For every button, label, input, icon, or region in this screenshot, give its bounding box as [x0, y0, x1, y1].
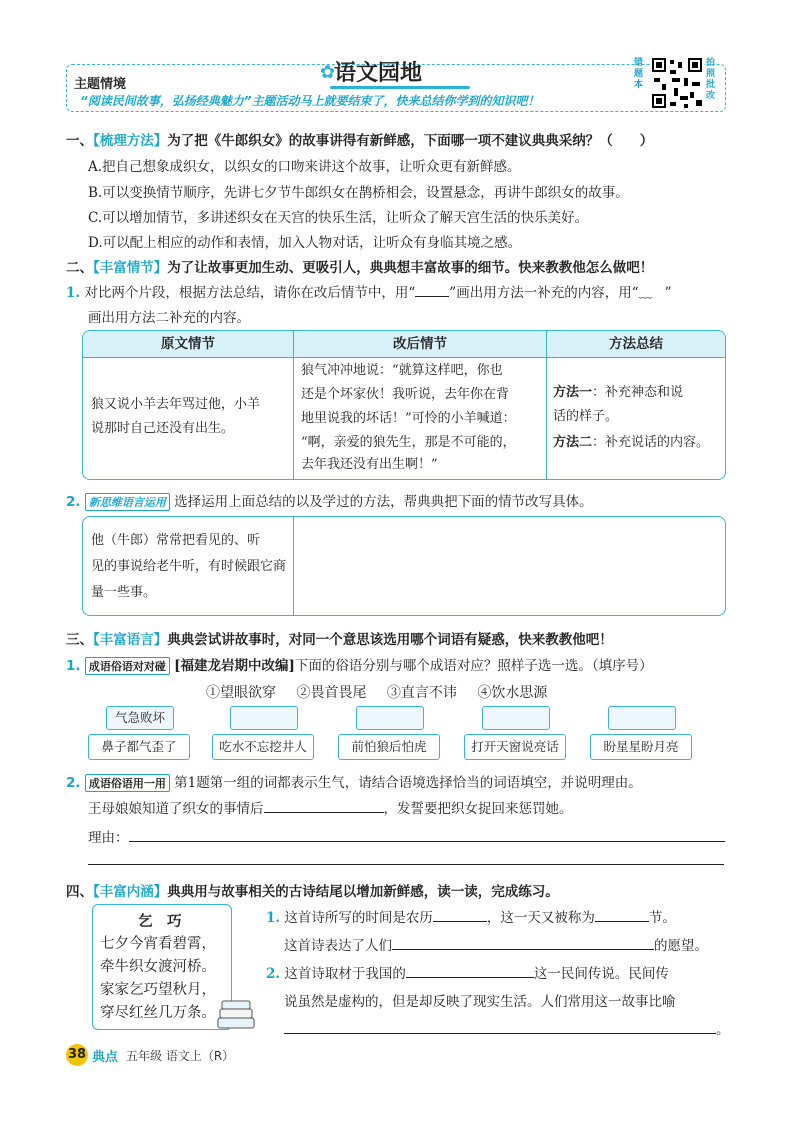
saying-box: 打开天窗说亮话 — [464, 734, 566, 760]
q4-s2-line2: 说虽然是虚构的，但是却反映了现实生活。人们常用这一故事比喻 — [284, 994, 676, 1010]
saying-box: 前怕狼后怕虎 — [338, 734, 440, 760]
q3-stem — [66, 628, 613, 648]
q3-text: 典典尝试讲故事时，对同一个意思该选用哪个词语有疑惑，快来教教他吧！ — [167, 632, 613, 648]
q4-text: 典典用与故事相关的古诗结尾以增加新鲜感，读一读，完成练习。 — [167, 884, 559, 900]
q3-sentence-b: ，发誓要把织女捉回来惩罚她。 — [383, 801, 573, 817]
q4-s1-b: ，这一天又被称为 — [486, 910, 595, 926]
q3-reason-label: 理由： — [88, 830, 129, 846]
qr-left-label: 错题本 — [634, 58, 644, 90]
method1 — [553, 381, 683, 405]
q1-tag: 【梳理方法】 — [93, 133, 168, 149]
q3-sentence — [88, 797, 573, 817]
poem-title: 乞 巧 — [138, 914, 182, 930]
q4-s2-end: 。 — [716, 1022, 730, 1038]
q4-s2-num: 2. — [266, 966, 281, 982]
q2-sub1-c: ” — [664, 285, 672, 301]
revised-line: 地里说我的坏话！”可怜的小羊喊道： — [301, 411, 516, 426]
q2-sub2-num: 2. — [66, 494, 81, 510]
q4-tag: 【丰富内涵】 — [93, 884, 168, 900]
qr-right-label: 拍照批改 — [706, 58, 716, 101]
method2 — [553, 431, 709, 455]
q2-sub2 — [66, 490, 593, 511]
table-header-divider — [83, 357, 725, 358]
answer-box[interactable] — [608, 706, 676, 730]
reason-blank-line2[interactable] — [88, 864, 724, 865]
saying-pair-2 — [212, 706, 312, 756]
page-title: 语文园地 — [334, 61, 423, 86]
page-number: 38 — [66, 1044, 88, 1066]
q1-option-a: A.把自己想象成织女，以织女的口吻来讲这个故事，让听众更有新鲜感。 — [88, 159, 521, 175]
q1-stem — [66, 129, 653, 149]
q1-option-c: C.可以增加情节，多讲述织女在天宫的快乐生活，让听众了解天宫生活的快乐美好。 — [88, 210, 589, 226]
q1-option-d: D.可以配上相应的动作和表情，加入人物对话，让听众有身临其境之感。 — [88, 235, 522, 251]
title-underline — [330, 86, 470, 89]
revised-line: 狼气冲冲地说：“就算这样吧，你也 — [301, 363, 503, 378]
method1-text: ：补充神态和说 — [592, 385, 684, 400]
q2-sub2-text: 选择运用上面总结的以及学过的方法，帮典典把下面的情节改写具体。 — [174, 494, 593, 510]
idiom-choices — [206, 682, 547, 702]
answer-box[interactable]: 气急败坏 — [106, 706, 174, 730]
q3-tag: 【丰富语言】 — [93, 632, 168, 648]
q4-s1-line2 — [284, 934, 708, 954]
q2-sub1-b: ”画出用方法一补充的内容，用“ — [449, 285, 639, 301]
q3-answer-blank[interactable] — [264, 812, 384, 813]
q2-sub1-a: 对比两个片段，根据方法总结，请你在改后情节中，用“ — [84, 285, 416, 301]
method1-text2: 话的样子。 — [553, 409, 619, 424]
q3-sub2-text: 第1题第一组的词都表示生气，请结合语境选择恰当的词语填空，并说明理由。 — [174, 775, 642, 791]
revised-line: 还是个坏家伙！我听说，去年你在背 — [301, 387, 510, 402]
saying-box: 盼星星盼月亮 — [590, 734, 692, 760]
saying-pair-4 — [464, 706, 564, 756]
q3-sub2 — [66, 771, 642, 792]
saying-box: 鼻子都气歪了 — [88, 734, 190, 760]
q4-s1-line2-a: 这首诗表达了人们 — [284, 938, 392, 954]
flower-icon: ✿ — [320, 62, 336, 83]
q2-prefix: 二、 — [66, 260, 93, 276]
method1-label: 方法一 — [553, 385, 593, 400]
q3-sub1-source: [福建龙岩期中改编] — [174, 658, 295, 674]
q4-s1-c: 节。 — [648, 910, 676, 926]
wavy-line-mark: ﹏ — [638, 285, 653, 301]
qr-code[interactable] — [650, 56, 704, 110]
q3-sub1 — [66, 654, 653, 675]
q2-sub2-tag: 新思维语言运用 — [85, 493, 170, 511]
q3-sub1-num: 1. — [66, 658, 81, 674]
table-divider — [293, 331, 294, 479]
lunar-date-blank[interactable] — [433, 921, 487, 922]
rewrite-divider — [293, 517, 294, 615]
q3-reason — [88, 826, 725, 846]
q3-sub1-tag: 成语俗语对对碰 — [85, 657, 170, 675]
rewrite-box — [82, 516, 726, 616]
q4-s1-line2-b: 的愿望。 — [654, 938, 708, 954]
poem-line: 穿尽红丝几万条。 — [100, 1005, 216, 1021]
q4-stem — [66, 880, 559, 900]
saying-pair-3 — [338, 706, 438, 756]
festival-blank[interactable] — [595, 921, 649, 922]
brand-logo: 典点 — [92, 1050, 119, 1065]
q4-s1-num: 1. — [266, 910, 281, 926]
method2-label: 方法二 — [553, 435, 593, 450]
saying-pair-1 — [88, 706, 188, 756]
revised-line: “啊，亲爱的狼先生，那是不可能的， — [301, 435, 516, 450]
q2-sub1-num: 1. — [66, 285, 81, 301]
q3-sentence-a: 王母娘娘知道了织女的事情后 — [88, 801, 264, 817]
revised-line: 去年我还没有出生啊！” — [301, 457, 438, 472]
q4-s1-a: 这首诗所写的时间是农历 — [284, 910, 433, 926]
q2-tag: 【丰富情节】 — [93, 260, 168, 276]
saying-pair-5 — [590, 706, 690, 756]
books-icon — [214, 998, 258, 1036]
q3-prefix: 三、 — [66, 632, 93, 648]
theme-quote: “阅读民间故事，弘扬经典魅力”主题活动马上就要结束了，快来总结你学到的知识吧！ — [80, 94, 540, 108]
q3-sub2-num: 2. — [66, 775, 81, 791]
table-divider — [546, 331, 547, 479]
header-revised: 改后情节 — [294, 331, 546, 357]
q4-s2-line3 — [284, 1018, 730, 1038]
choice-3: ③直言不讳 — [386, 685, 457, 701]
theme-label: 主题情境 — [74, 77, 127, 92]
q1-text: 为了把《牛郎织女》的故事讲得有新鲜感，下面哪一项不建议典典采纳？（ ） — [167, 133, 654, 149]
choice-1: ①望眼欲穿 — [206, 685, 276, 701]
q2-sub1-line2: 画出用方法二补充的内容。 — [88, 310, 250, 326]
reason-blank[interactable] — [129, 841, 725, 842]
q4-prefix: 四、 — [66, 884, 93, 900]
q3-sub1-text: 下面的俗语分别与哪个成语对应？照样子选一选。（填序号） — [294, 658, 653, 674]
answer-box[interactable] — [356, 706, 424, 730]
choice-4: ④饮水思源 — [477, 685, 548, 701]
q4-s1 — [266, 906, 676, 926]
rewrite-source-line: 量一些事。 — [91, 585, 157, 600]
method2-text: ：补充说话的内容。 — [592, 435, 710, 450]
header-method: 方法总结 — [547, 331, 725, 357]
footer-text: 五年级 语文上（R） — [126, 1049, 235, 1063]
q2-text: 为了让故事更加生动、更吸引人，典典想丰富故事的细节。快来教教他怎么做吧！ — [167, 260, 654, 276]
q3-sub2-tag: 成语俗语用一用 — [85, 774, 170, 792]
q2-stem — [66, 256, 653, 276]
poem-line: 七夕今宵看碧霄， — [100, 936, 216, 952]
answer-box[interactable] — [482, 706, 550, 730]
poem-line: 家家乞巧望秋月， — [100, 982, 216, 998]
q1-option-b: B.可以变换情节顺序，先讲七夕节牛郎织女在鹊桥相会，设置悬念，再讲牛郎织女的故事。 — [88, 185, 629, 201]
q4-s2 — [266, 962, 669, 982]
rewrite-source-line: 他（牛郎）常常把看见的、听 — [91, 533, 261, 548]
straight-line-mark — [415, 296, 449, 297]
q4-s2-b: 这一民间传说。民间传 — [533, 966, 669, 982]
poem-line: 牵牛织女渡河桥。 — [100, 959, 216, 975]
metaphor-blank[interactable] — [284, 1033, 716, 1034]
q1-prefix: 一、 — [66, 133, 93, 149]
rewrite-answer-area[interactable] — [305, 523, 715, 609]
choice-2: ②畏首畏尾 — [296, 685, 367, 701]
original-line: 说那时自己还没有出生。 — [91, 421, 235, 436]
q4-s2-a: 这首诗取材于我国的 — [284, 966, 406, 982]
rewrite-source-line: 见的事说给老牛听，有时候跟它商 — [91, 559, 287, 574]
header-original: 原文情节 — [83, 331, 293, 357]
legend-blank[interactable] — [406, 977, 534, 978]
original-line: 狼又说小羊去年骂过他，小羊 — [91, 397, 261, 412]
answer-box[interactable] — [230, 706, 298, 730]
plot-comparison-table — [82, 330, 726, 480]
saying-box: 吃水不忘挖井人 — [212, 734, 314, 760]
q2-sub1 — [66, 281, 672, 301]
wish-blank[interactable] — [392, 949, 654, 950]
